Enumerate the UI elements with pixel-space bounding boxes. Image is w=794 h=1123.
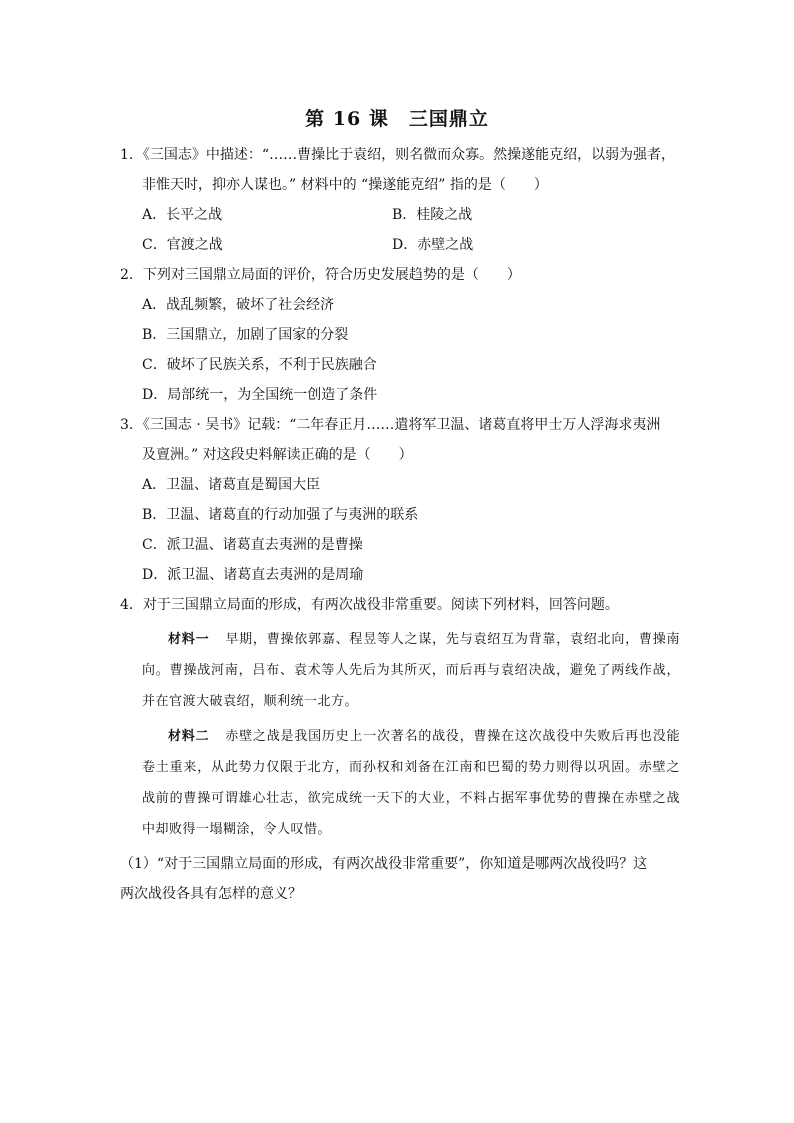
material-1-label: 材料一 (168, 632, 210, 647)
question-4-materials (120, 624, 680, 845)
question-4-stem: 4．对于三国鼎立局面的形成，有两次战役非常重要。阅读下列材料，回答问题。 (120, 597, 619, 613)
question-3-stem-line1: 3．《三国志 · 吴书》记载：“二年春正月……遣将军卫温、诸葛直将甲士万人浮海求夷洲 (120, 417, 661, 433)
material-2 (142, 721, 680, 845)
question-2-option-b: B．三国鼎立，加剧了国家的分裂 (142, 327, 349, 343)
question-1-option-d: D．赤壁之战 (392, 237, 474, 253)
material-1-text: 早期，曹操依郭嘉、程昱等人之谋，先与袁绍互为背靠，袁绍北向，曹操南向。曹操战河南，吕布、袁术等人先后为其所灭，而后再与袁绍决战，避免了两线作战，并在官渡大破袁绍，顺利统一北方。 (142, 632, 680, 709)
material-2-text: 赤壁之战是我国历史上一次著名的战役，曹操在这次战役中失败后再也没能卷土重来，从此势力仅限于北方，而孙权和刘备在江南和巴蜀的势力则得以巩固。赤壁之战前的曹操可谓雄心壮志，欲完成统一天下的大业，不料占据军事优势的曹操在赤壁之战中却败得一塌糊涂，令人叹惜。 (142, 729, 680, 837)
question-4-sub-1-line1: （1）“对于三国鼎立局面的形成，有两次战役非常重要”，你知道是哪两次战役吗？这 (120, 856, 648, 872)
question-1-stem-line2: 非惟天时，抑亦人谋也。” 材料中的 “操遂能克绍” 指的是（ ） (142, 177, 548, 193)
material-1 (142, 624, 680, 717)
question-1-options-row1 (120, 200, 680, 230)
question-1-option-c: C．官渡之战 (142, 237, 223, 253)
question-1-options-row2 (120, 230, 680, 260)
question-3-option-b: B．卫温、诸葛直的行动加强了与夷洲的联系 (142, 507, 419, 523)
material-2-label: 材料二 (168, 729, 210, 744)
question-2 (120, 260, 680, 410)
question-3-stem-line2: 及亶洲。” 对这段史料解读正确的是（ ） (142, 447, 413, 463)
question-list (120, 140, 680, 909)
question-1-option-b: B．桂陵之战 (392, 207, 473, 223)
question-1-stem-line1: 1．《三国志》中描述：“……曹操比于袁绍，则名微而众寡。然操遂能克绍，以弱为强者， (120, 147, 676, 163)
page-title: 第 16 课 三国鼎立 (305, 108, 489, 130)
question-2-option-c: C．破坏了民族关系，不利于民族融合 (142, 357, 377, 373)
question-1 (120, 140, 680, 260)
question-2-option-d: D．局部统一，为全国统一创造了条件 (142, 387, 378, 403)
question-4-sub-1 (120, 849, 680, 909)
question-2-option-a: A．战乱频繁，破坏了社会经济 (142, 297, 335, 313)
question-3 (120, 410, 680, 590)
question-3-option-a: A．卫温、诸葛直是蜀国大臣 (142, 477, 321, 493)
question-2-stem: 2．下列对三国鼎立局面的评价，符合历史发展趋势的是（ ） (120, 267, 521, 283)
question-4-sub-1-line2: 两次战役各具有怎样的意义？ (120, 886, 302, 902)
question-3-option-d: D．派卫温、诸葛直去夷洲的是周瑜 (142, 567, 364, 583)
question-1-option-a: A．长平之战 (142, 207, 223, 223)
question-3-option-c: C．派卫温、诸葛直去夷洲的是曹操 (142, 537, 363, 553)
question-4 (120, 590, 680, 909)
